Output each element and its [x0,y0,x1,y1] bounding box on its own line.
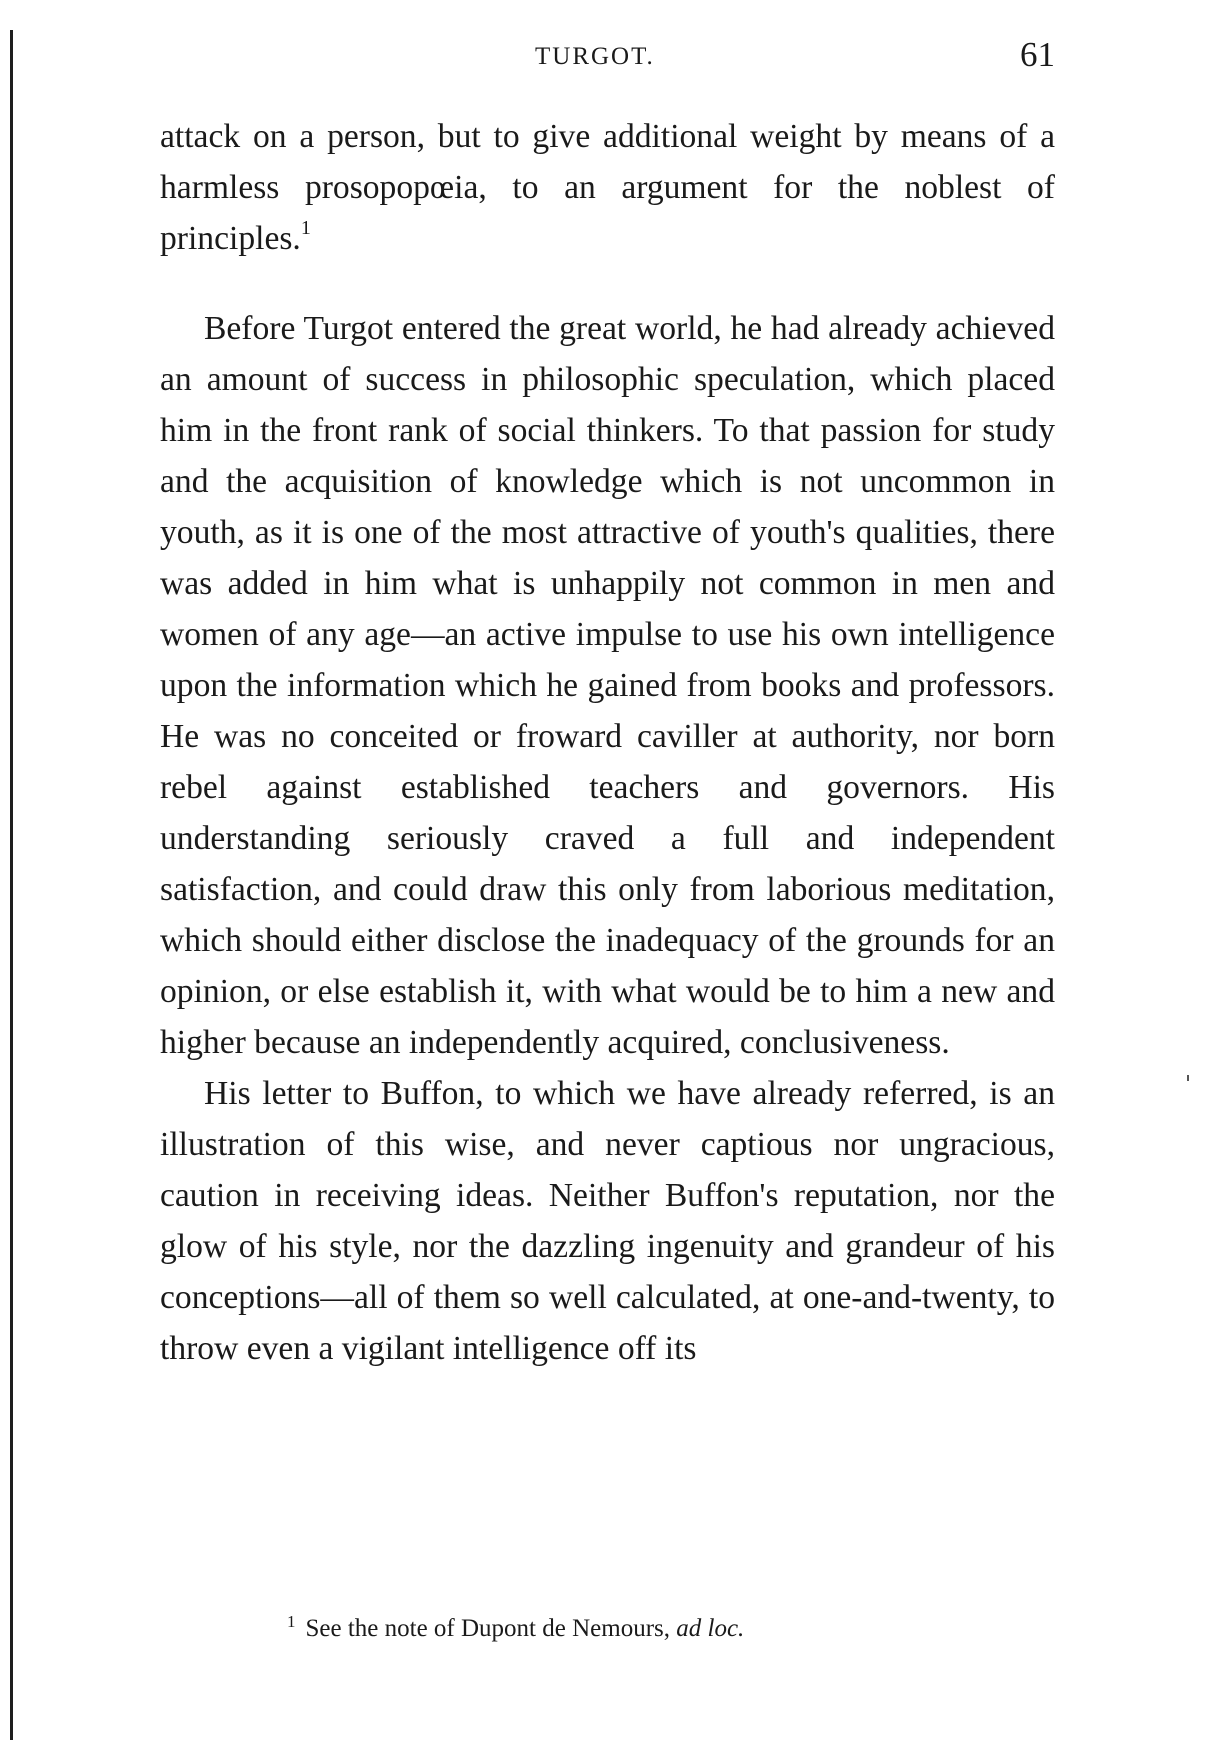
footnote-emphasis: ad loc. [676,1615,745,1642]
paragraph-3: His letter to Buffon, to which we have already referred, is an illustration of this wise, and never captious nor ungracious, caution in receiving ideas. Neither Buffon's reputation, nor the glow of his style, nor the dazzling ingenuity and grandeur of his conceptions—all of them so well calculated, at one-and-twenty, to throw even a vigilant intelligence off its [160,1075,1055,1367]
page-speck [1187,1075,1189,1081]
paragraph-1-text: attack on a person, but to give additional weight by means of a harmless prosopopœia, to an argument for the noblest of principles. [160,118,1055,257]
footnote-marker: 1 [287,1612,296,1631]
page-header [160,32,1055,80]
running-head: TURGOT. [535,43,655,70]
paragraph-2: Before Turgot entered the great world, he had already achieved an amount of success in philosophic speculation, which placed him in the front rank of social thinkers. To that passion for study and the acquisition of knowledge which is not uncommon in youth, as it is one of the most attractive of youth's qualities, there was added in him what is unhappily not common in men and women of any age—an active impulse to use his own intelligence upon the information which he gained from books and professors. He was no conceited or froward caviller at authority, nor born rebel against established teachers and governors. His understanding seriously craved a full and independent satisfaction, and could draw this only from laborious meditation, which should either disclose the inadequacy of the grounds for an opinion, or else establish it, with what would be to him a new and higher because an independently acquired, conclusiveness. [160,310,1055,1061]
footnote [287,1612,744,1643]
body-text [160,111,1055,1374]
footnote-reference[interactable]: 1 [300,217,311,239]
footnote-text: See the note of Dupont de Nemours, [305,1615,677,1642]
page-binding-edge [10,30,13,1740]
page-number: 61 [1020,35,1055,74]
paragraph-1 [160,111,1055,264]
